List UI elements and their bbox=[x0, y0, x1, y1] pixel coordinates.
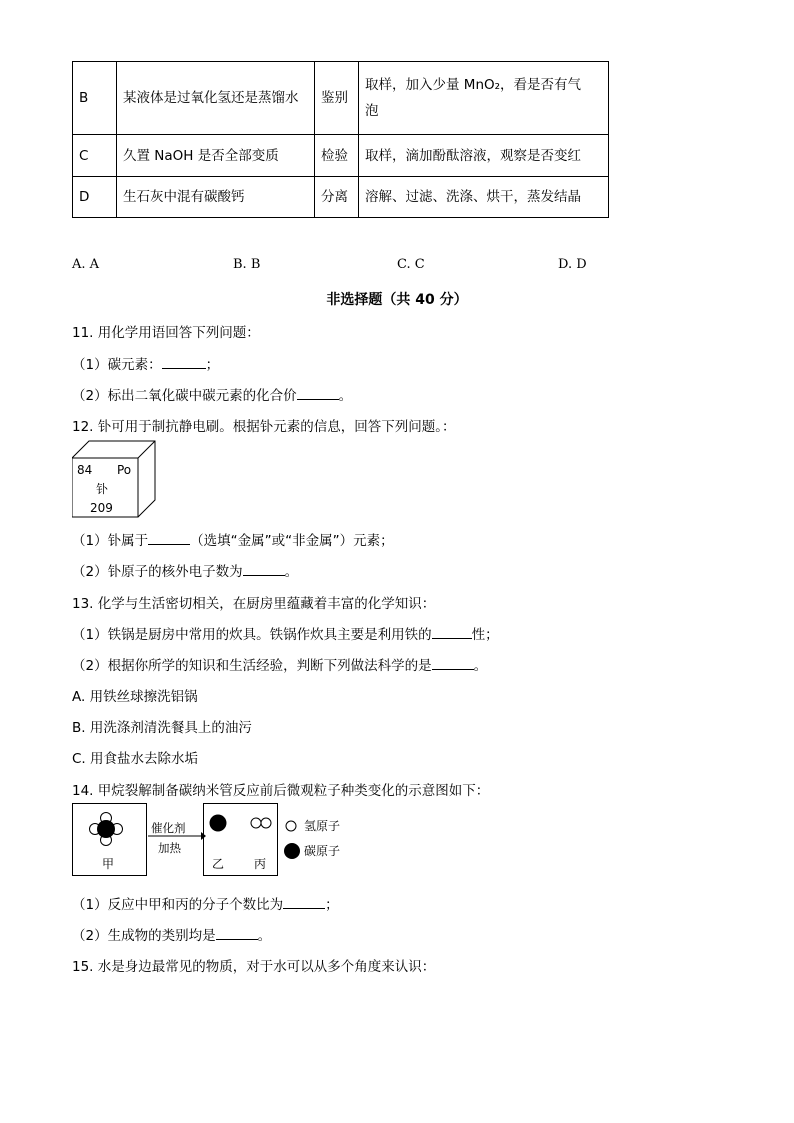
question-text: ； bbox=[325, 897, 339, 913]
answer-blank[interactable] bbox=[162, 356, 206, 369]
question-text: 。 bbox=[257, 928, 272, 944]
question-11-part-1 bbox=[72, 353, 219, 373]
question-text: （2）钋原子的核外电子数为 bbox=[72, 564, 243, 580]
question-11-part-2 bbox=[72, 384, 352, 404]
question-text: （1）钋属于 bbox=[72, 533, 149, 549]
question-text: 。 bbox=[473, 658, 488, 674]
polonium-element-card bbox=[72, 440, 156, 518]
table-row bbox=[73, 177, 609, 218]
element-name: 钋 bbox=[96, 482, 109, 496]
answer-choices bbox=[72, 257, 612, 277]
legend-carbon-label: 碳原子 bbox=[304, 844, 341, 858]
question-text: ； bbox=[205, 357, 220, 373]
answer-blank[interactable] bbox=[243, 563, 285, 576]
option-cell: C bbox=[73, 135, 117, 177]
legend-hydrogen-icon bbox=[286, 821, 296, 831]
item-cell: 某液体是过氧化氢还是蒸馏水 bbox=[117, 62, 315, 135]
catalyst-label: 催化剂 bbox=[151, 821, 186, 835]
question-text: （1）铁锅是厨房中常用的炊具。铁锅作炊具主要是利用铁的 bbox=[72, 627, 432, 643]
question-14-part-2 bbox=[72, 924, 271, 944]
question-13-option-b[interactable]: B. 用洗涤剂清洗餐具上的油污 bbox=[72, 720, 252, 736]
answer-blank[interactable] bbox=[432, 626, 472, 639]
section-title: 非选择题（共 40 分） bbox=[326, 292, 468, 308]
question-12-part-2 bbox=[72, 560, 298, 580]
purpose-cell: 分离 bbox=[315, 177, 359, 218]
hydrogen-atom-icon bbox=[251, 818, 261, 828]
method-cell: 溶解、过滤、洗涤、烘干，蒸发结晶 bbox=[359, 177, 609, 218]
legend-hydrogen-label: 氢原子 bbox=[304, 819, 341, 833]
question-15-stem: 15. 水是身边最常见的物质，对于水可以从多个角度来认识： bbox=[72, 959, 436, 975]
question-text: （1）碳元素： bbox=[72, 357, 162, 373]
question-13-option-a[interactable]: A. 用铁丝球擦洗铝锅 bbox=[72, 689, 198, 705]
question-13-option-c[interactable]: C. 用食盐水去除水垢 bbox=[72, 751, 199, 767]
purpose-cell: 检验 bbox=[315, 135, 359, 177]
question-11-stem: 11. 用化学用语回答下列问题： bbox=[72, 325, 260, 341]
question-text: （1）反应中甲和丙的分子个数比为 bbox=[72, 897, 284, 913]
method-line: 泡 bbox=[365, 103, 379, 119]
carbon-atom-icon bbox=[210, 815, 227, 832]
answer-blank[interactable] bbox=[283, 896, 325, 909]
question-12-part-1 bbox=[72, 529, 394, 549]
choice-d[interactable]: D. D bbox=[558, 257, 587, 272]
option-cell: B bbox=[73, 62, 117, 135]
table-row bbox=[73, 62, 609, 135]
method-cell bbox=[359, 62, 609, 135]
question-text: （选填“金属”或“非金属”）元素； bbox=[190, 533, 394, 549]
atomic-number: 84 bbox=[77, 463, 93, 477]
label-bing: 丙 bbox=[254, 857, 267, 871]
hydrogen-atom-icon bbox=[261, 818, 271, 828]
option-cell: D bbox=[73, 177, 117, 218]
choice-b[interactable]: B. B bbox=[233, 257, 261, 272]
question-12-stem: 12. 钋可用于制抗静电刷。根据钋元素的信息，回答下列问题。： bbox=[72, 419, 456, 435]
question-text: 性； bbox=[471, 627, 499, 643]
choice-a[interactable]: A. A bbox=[72, 257, 100, 272]
methane-cracking-diagram bbox=[72, 800, 372, 880]
question-text: （2）根据你所学的知识和生活经验，判断下列做法科学的是 bbox=[72, 658, 432, 674]
methane-molecule-icon bbox=[90, 813, 123, 846]
question-text: 。 bbox=[338, 388, 353, 404]
method-cell: 取样，滴加酚酞溶液，观察是否变红 bbox=[359, 135, 609, 177]
question-14-part-1 bbox=[72, 893, 339, 913]
answer-blank[interactable] bbox=[297, 387, 339, 400]
question-text: 。 bbox=[284, 564, 299, 580]
experiment-table bbox=[72, 61, 609, 218]
element-symbol: Po bbox=[117, 463, 132, 477]
legend-carbon-icon bbox=[284, 843, 300, 859]
answer-blank[interactable] bbox=[148, 532, 190, 545]
question-13-stem: 13. 化学与生活密切相关，在厨房里蕴藏着丰富的化学知识： bbox=[72, 596, 436, 612]
label-jia: 甲 bbox=[102, 857, 115, 871]
answer-blank[interactable] bbox=[432, 657, 474, 670]
item-cell: 久置 NaOH 是否全部变质 bbox=[117, 135, 315, 177]
answer-blank[interactable] bbox=[216, 927, 258, 940]
question-text: （2）标出二氧化碳中碳元素的化合价 bbox=[72, 388, 297, 404]
atomic-mass: 209 bbox=[90, 501, 113, 515]
table-row bbox=[73, 135, 609, 177]
question-text: （2）生成物的类别均是 bbox=[72, 928, 216, 944]
question-13-part-1 bbox=[72, 623, 499, 643]
heat-label: 加热 bbox=[158, 841, 181, 855]
label-yi: 乙 bbox=[212, 857, 225, 871]
item-cell: 生石灰中混有碳酸钙 bbox=[117, 177, 315, 218]
purpose-cell: 鉴别 bbox=[315, 62, 359, 135]
question-14-stem: 14. 甲烷裂解制备碳纳米管反应前后微观粒子种类变化的示意图如下： bbox=[72, 783, 490, 799]
method-line: 取样，加入少量 MnO₂，看是否有气 bbox=[365, 77, 582, 93]
choice-c[interactable]: C. C bbox=[397, 257, 425, 272]
question-13-part-2 bbox=[72, 654, 487, 674]
